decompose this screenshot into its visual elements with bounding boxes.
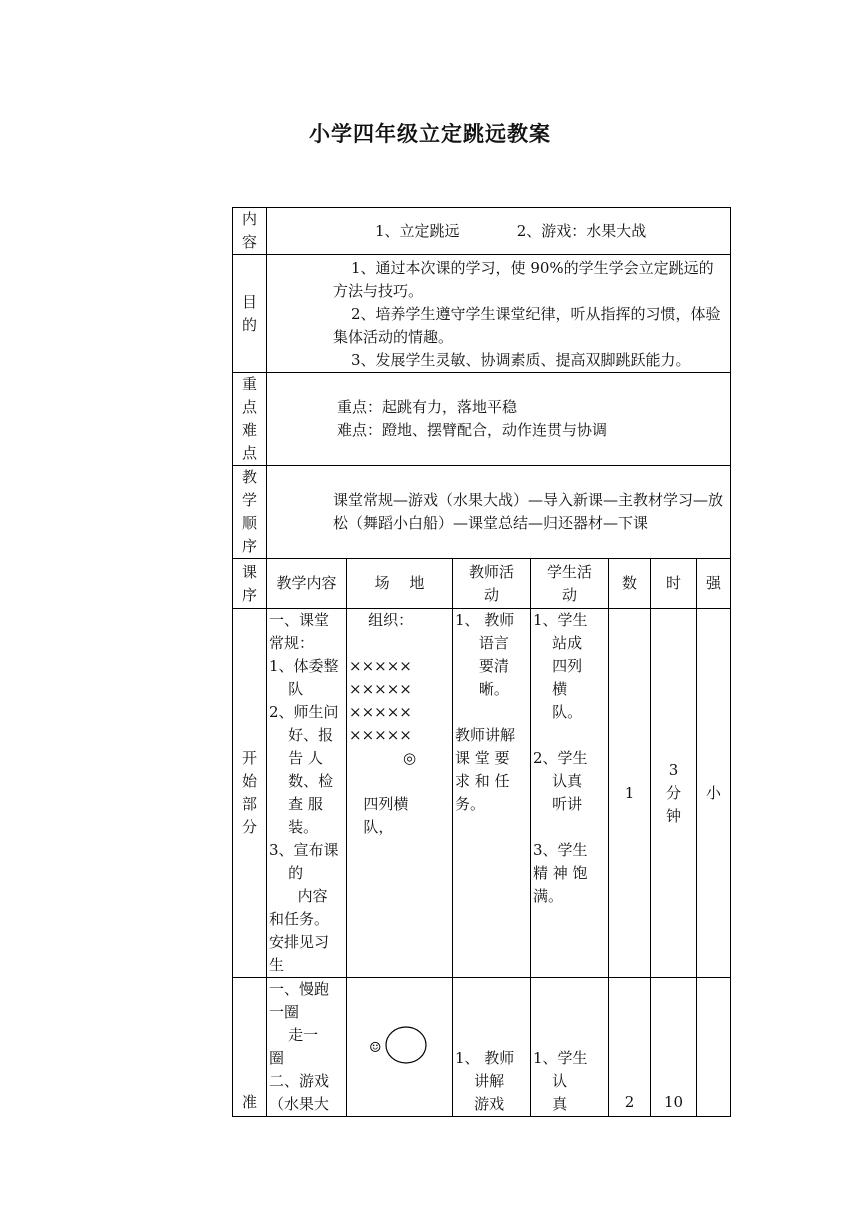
header-content: 教学内容 xyxy=(267,559,347,609)
venue-organization-label: 组织： xyxy=(349,611,414,629)
header-venue: 场 地 xyxy=(347,559,453,609)
sequence-row xyxy=(233,466,731,559)
purpose-line: 3、发展学生灵敏、协调素质、提高双脚跳跃能力。 xyxy=(351,351,691,369)
content-row xyxy=(233,208,731,255)
sequence-label: 教 学 顺 序 xyxy=(233,466,267,559)
formation-row: ××××× xyxy=(349,726,412,744)
running-track-icon xyxy=(350,1017,450,1077)
section-prep-student: 1、学生 认 真 xyxy=(531,978,609,1117)
focus-row xyxy=(233,373,731,466)
focus-label: 重 点 难 点 xyxy=(233,373,267,466)
section-prep-teacher: 1、 教师 讲解 游戏 xyxy=(453,978,531,1117)
section-prep-content: 一、慢跑 一圈 走一 圈 二、游戏 （水果大 xyxy=(267,978,347,1117)
section-start-student: 1、学生 站成 四列 横 队。 2、学生 认真 听讲 3、学生 精 神 饱 满。 xyxy=(531,609,609,978)
section-start-time: 3 分 钟 xyxy=(651,609,697,978)
formation-row: ××××× xyxy=(349,680,412,698)
teacher-position-symbol: ◎ xyxy=(402,749,417,767)
page-title: 小学四年级立定跳远教案 xyxy=(309,122,551,146)
sequence-text: 课堂常规—游戏（水果大战）—导入新课—主教材学习—放松（舞蹈小白船）—课堂总结—归还器材—下课 xyxy=(267,466,731,559)
field-diagram xyxy=(347,1017,452,1077)
header-teacher: 教师活 动 xyxy=(453,559,531,609)
section-prep-intensity xyxy=(697,978,731,1117)
section-prep-time: 10 xyxy=(651,978,697,1117)
header-time: 时 xyxy=(651,559,697,609)
section-start-teacher: 1、 教师 语言 要清 晰。 教师讲解 课 堂 要 求 和 任 务。 xyxy=(453,609,531,978)
formation-row: ××××× xyxy=(349,703,412,721)
content-text: 1、立定跳远 2、游戏：水果大战 xyxy=(267,208,731,255)
header-row xyxy=(233,559,731,609)
header-count: 数 xyxy=(609,559,651,609)
section-start-venue xyxy=(347,609,453,978)
header-student: 学生活 动 xyxy=(531,559,609,609)
section-prep-row xyxy=(233,978,731,1117)
header-order: 课 序 xyxy=(233,559,267,609)
section-start-count: 1 xyxy=(609,609,651,978)
teacher-face-icon: ☺ xyxy=(369,1040,382,1056)
section-prep-name: 准 xyxy=(233,978,267,1117)
section-start-intensity: 小 xyxy=(697,609,731,978)
header-intensity: 强 xyxy=(697,559,731,609)
section-start-content: 一、课堂 常规： 1、体委整 队 2、师生问 好、报 告 人 数、检 查 服 装。 3、宣布课 的 内容 和任务。 安排见习 生 xyxy=(267,609,347,978)
key-point: 重点：起跳有力，落地平稳 xyxy=(337,398,518,416)
content-label: 内 容 xyxy=(233,208,267,255)
section-start-row xyxy=(233,609,731,978)
purpose-line: 2、培养学生遵守学生课堂纪律，听从指挥的习惯，体验集体活动的情趣。 xyxy=(333,305,721,346)
purpose-label: 目 的 xyxy=(233,255,267,373)
section-prep-count: 2 xyxy=(609,978,651,1117)
focus-text xyxy=(267,373,731,466)
purpose-text xyxy=(267,255,731,373)
formation-row: ××××× xyxy=(349,657,412,675)
difficulty-point: 难点：蹬地、摆臂配合，动作连贯与协调 xyxy=(337,421,608,439)
section-start-name: 开 始 部 分 xyxy=(233,609,267,978)
venue-formation-text: 四列横 队， xyxy=(363,795,409,836)
lesson-plan-table xyxy=(232,207,731,1117)
purpose-row xyxy=(233,255,731,373)
section-prep-venue xyxy=(347,978,453,1117)
purpose-line: 1、通过本次课的学习，使 90%的学生学会立定跳远的方法与技巧。 xyxy=(333,259,714,300)
